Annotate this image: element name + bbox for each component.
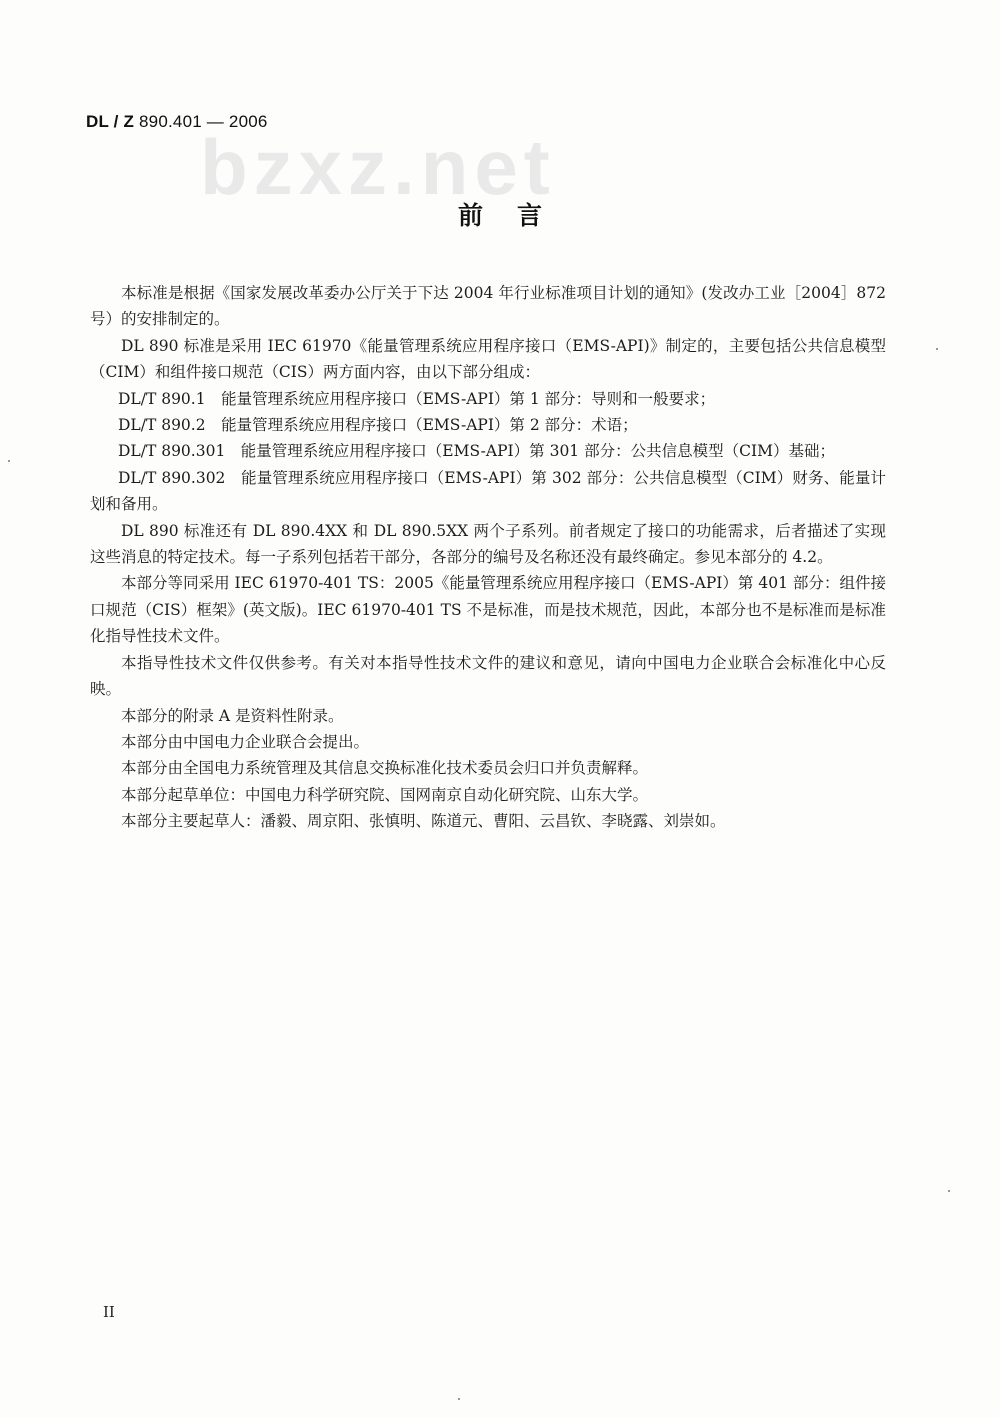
paragraph-annex: 本部分的附录 A 是资料性附录。: [121, 706, 344, 725]
paragraph-adoption: 本部分等同采用 IEC 61970-401 TS：2005《能量管理系统应用程序接口（EMS-API）第 401 部分：组件接口规范（CIS）框架》(英文版)。IEC 61970-401 TS 不是标准，而是技术规范，因此，本部分也不是标准而是标准化指导性技术文件。: [90, 574, 886, 646]
paragraph-drafting-units: 本部分起草单位：中国电力科学研究院、国网南京自动化研究院、山东大学。: [121, 785, 649, 804]
watermark: bzxz.net: [200, 123, 556, 211]
part-list-item: DL/T 890.302 能量管理系统应用程序接口（EMS-API）第 302 部分：公共信息模型（CIM）财务、能量计划和备用。: [90, 468, 886, 514]
part-list-item: DL/T 890.301 能量管理系统应用程序接口（EMS-API）第 301 部分：公共信息模型（CIM）基础；: [118, 442, 835, 461]
standard-number-header: [86, 112, 268, 132]
paragraph-basis: 本标准是根据《国家发展改革委办公厅关于下达 2004 年行业标准项目计划的通知》(发改办工业［2004］872 号）的安排制定的。: [90, 284, 886, 329]
scan-speck: [458, 1398, 460, 1400]
part-list-item: DL/T 890.1 能量管理系统应用程序接口（EMS-API）第 1 部分：导则和一般要求；: [118, 389, 716, 408]
scan-speck: [948, 1190, 950, 1192]
standard-prefix: DL / Z: [86, 112, 135, 131]
scan-speck: [936, 348, 938, 350]
paragraph-responsible: 本部分由全国电力系统管理及其信息交换标准化技术委员会归口并负责解释。: [121, 759, 649, 778]
paragraph-reference-note: 本指导性技术文件仅供参考。有关对本指导性技术文件的建议和意见，请向中国电力企业联合会标准化中心反映。: [90, 653, 886, 699]
page-title: 前言: [457, 201, 576, 230]
scan-speck: [8, 460, 10, 462]
page-number: II: [103, 1303, 115, 1321]
foreword-body: [90, 280, 886, 835]
standard-code: 890.401 — 2006: [134, 112, 268, 131]
part-list-item: DL/T 890.2 能量管理系统应用程序接口（EMS-API）第 2 部分：术语；: [118, 416, 638, 435]
paragraph-proposer: 本部分由中国电力企业联合会提出。: [121, 732, 370, 751]
paragraph-subseries: DL 890 标准还有 DL 890.4XX 和 DL 890.5XX 两个子系列。前者规定了接口的功能需求，后者描述了实现这些消息的特定技术。每一子系列包括若干部分，各部分的编号及名称还没有最终确定。参见本部分的 4.2。: [90, 521, 886, 567]
paragraph-scope: DL 890 标准是采用 IEC 61970《能量管理系统应用程序接口（EMS-API)》制定的，主要包括公共信息模型（CIM）和组件接口规范（CIS）两方面内容，由以下部分组成：: [90, 336, 886, 382]
paragraph-drafters: 本部分主要起草人：潘毅、周京阳、张慎明、陈道元、曹阳、云昌钦、李晓露、刘崇如。: [121, 812, 726, 831]
